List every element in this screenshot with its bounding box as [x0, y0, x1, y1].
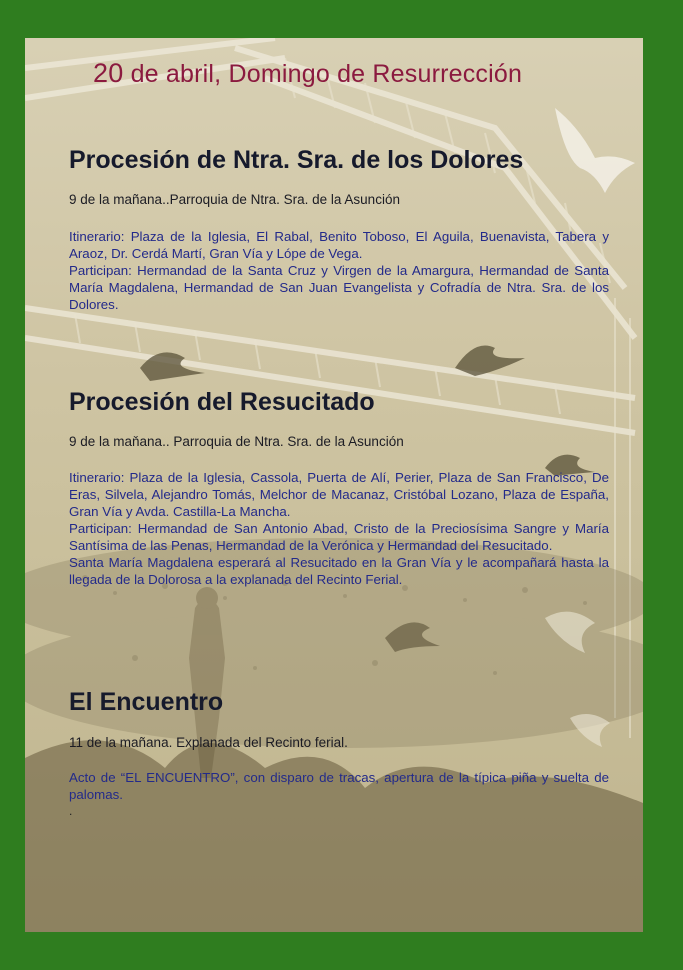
date-number: 20 [93, 58, 124, 88]
section-body-encuentro [69, 769, 609, 803]
section-body-resucitado [69, 469, 609, 588]
poster-page [25, 38, 643, 932]
section-title-encuentro: El Encuentro [69, 688, 224, 716]
trailing-dot: . [69, 804, 73, 818]
section-time-place-resucitado: 9 de la maňana.. Parroquia de Ntra. Sra. de la Asunción [69, 434, 404, 449]
itinerario-text: Itinerario: Plaza de la Iglesia, Cassola, Puerta de Alí, Perier, Plaza de San Francisco, De Eras, Silvela, Alejandro Tomás, Melchor de Macanaz, Cristóbal Lozano, Plaza de España, Gran Vía y Avda. Castilla-La Mancha. [69, 470, 609, 519]
date-text: de abril, Domingo de Resurrección [123, 60, 523, 88]
content-layer [25, 38, 643, 932]
note-text: Santa María Magdalena esperará al Resucitado en la Gran Vía y le acompañará hasta la llegada de la Dolorosa a la explanada del Recinto Ferial. [69, 555, 609, 587]
section-body-dolores [69, 228, 609, 313]
participan-text: Participan: Hermandad de la Santa Cruz y Virgen de la Amargura, Hermandad de Santa María Magdalena, Hermandad de San Juan Evangelista y Cofradía de Ntra. Sra. de los Dolores. [69, 263, 609, 312]
section-time-place-encuentro: 11 de la mañana. Explanada del Recinto ferial. [69, 735, 348, 750]
date-heading [93, 58, 522, 89]
itinerario-text: Itinerario: Plaza de la Iglesia, El Rabal, Benito Toboso, El Aguila, Buenavista, Tabera y Araoz, Dr. Cerdá Martí, Gran Vía y Lópe de Vega. [69, 229, 609, 261]
section-time-place-dolores: 9 de la mañana..Parroquia de Ntra. Sra. de la Asunción [69, 192, 400, 207]
acto-text: Acto de “EL ENCUENTRO”, con disparo de tracas, apertura de la típica piña y suelta de palomas. [69, 770, 609, 802]
section-title-dolores: Procesión de Ntra. Sra. de los Dolores [69, 146, 524, 174]
section-title-resucitado: Procesión del Resucitado [69, 388, 375, 416]
participan-text: Participan: Hermandad de San Antonio Abad, Cristo de la Preciosísima Sangre y María Santísima de las Penas, Hermandad de la Verónica y Hermandad del Resucitado. [69, 521, 609, 553]
